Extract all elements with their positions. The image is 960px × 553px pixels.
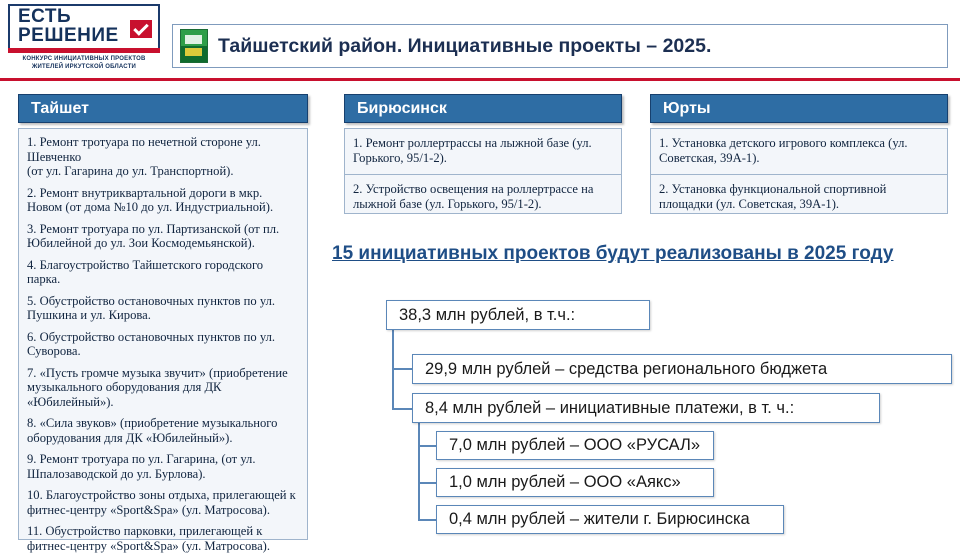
list-item: 10. Благоустройство зоны отдыха, прилегающей к фитнес-центру «Sport&Spa» (ул. Матросова).	[27, 488, 296, 517]
column-header-biryusinsk-label: Бирюсинск	[357, 99, 447, 117]
list-item: 5. Обустройство остановочных пунктов по ул. Пушкина и ул. Кирова.	[27, 293, 276, 322]
list-item: 8. «Сила звуков» (приобретение музыкального оборудования для ДК «Юбилейный»).	[27, 416, 278, 445]
header-divider	[0, 78, 960, 81]
finance-source-rusal: 7,0 млн рублей – ООО «РУСАЛ»	[436, 431, 714, 460]
connector-line	[392, 330, 394, 410]
column-header-yurty	[650, 94, 948, 123]
connector-line	[418, 423, 420, 520]
column-header-biryusinsk	[344, 94, 622, 123]
contest-logo	[8, 4, 160, 71]
connector-line	[418, 445, 438, 447]
list-item: 1. Ремонт роллертрассы на лыжной базе (ул. Горького, 95/1-2).	[353, 136, 592, 165]
logo-line-1: ЕСТЬ	[18, 6, 72, 27]
logo-line-2: РЕШЕНИЕ	[18, 25, 119, 46]
finance-headline: 15 инициативных проектов будут реализованы в 2025 году	[332, 243, 894, 264]
list-item: 1. Ремонт тротуара по нечетной стороне ул. Шевченко	[27, 135, 261, 164]
column-header-taishet-label: Тайшет	[31, 99, 89, 117]
column-header-taishet	[18, 94, 308, 123]
column-header-yurty-label: Юрты	[663, 99, 711, 117]
connector-line	[392, 408, 414, 410]
project-list-taishet	[18, 128, 308, 553]
list-item: 2. Установка функциональной спортивной площадки (ул. Советская, 39А-1).	[659, 182, 887, 211]
list-item: 6. Обустройство остановочных пунктов по ул. Суворова.	[27, 329, 276, 358]
finance-source-residents: 0,4 млн рублей – жители г. Бирюсинска	[436, 505, 784, 534]
finance-total-box: 38,3 млн рублей, в т.ч.:	[386, 300, 650, 330]
list-item: (от ул. Гагарина до ул. Транспортной).	[27, 164, 234, 178]
page-title-bar	[172, 24, 948, 68]
irkutsk-flag-icon	[180, 29, 208, 63]
list-item: 2. Ремонт внутриквартальной дороги в мкр. Новом (от дома №10 до ул. Индустриальной).	[27, 185, 274, 214]
list-item: 11. Обустройство парковки, прилегающей к фитнес-центру «Sport&Spa» (ул. Матросова).	[27, 524, 270, 553]
list-item: 2. Устройство освещения на роллертрассе на лыжной базе (ул. Горького, 95/1-2).	[353, 182, 594, 211]
project-list-biryusinsk-item-1	[344, 128, 622, 175]
connector-line	[418, 482, 438, 484]
list-item: 3. Ремонт тротуара по ул. Партизанской (от пл. Юбилейной до ул. Зои Космодемьянской).	[27, 221, 280, 250]
checkmark-icon	[130, 20, 152, 38]
list-item: 1. Установка детского игрового комплекса (ул. Советская, 39А-1).	[659, 136, 908, 165]
list-item: 7. «Пусть громче музыка звучит» (приобретение музыкального оборудования для ДК «Юбилейный»).	[27, 365, 288, 409]
page-title: Тайшетский район. Инициативные проекты – 2025.	[218, 34, 712, 57]
list-item: 4. Благоустройство Тайшетского городского парка.	[27, 257, 264, 286]
logo-subtitle: КОНКУРС ИНИЦИАТИВНЫХ ПРОЕКТОВ ЖИТЕЛЕЙ ИРКУТСКОЙ ОБЛАСТИ	[22, 56, 146, 70]
project-list-biryusinsk-item-2	[344, 174, 622, 214]
finance-initiative-box: 8,4 млн рублей – инициативные платежи, в т. ч.:	[412, 393, 880, 423]
finance-source-ayaks: 1,0 млн рублей – ООО «Аякс»	[436, 468, 714, 497]
connector-line	[392, 368, 414, 370]
logo-box	[8, 4, 160, 48]
project-list-yurty-item-2	[650, 174, 948, 214]
project-list-yurty-item-1	[650, 128, 948, 175]
finance-regional-box: 29,9 млн рублей – средства регионального бюджета	[412, 354, 952, 384]
connector-line	[418, 519, 438, 521]
list-item: 9. Ремонт тротуара по ул. Гагарина, (от ул. Шпалозаводской до ул. Бурлова).	[27, 452, 256, 481]
